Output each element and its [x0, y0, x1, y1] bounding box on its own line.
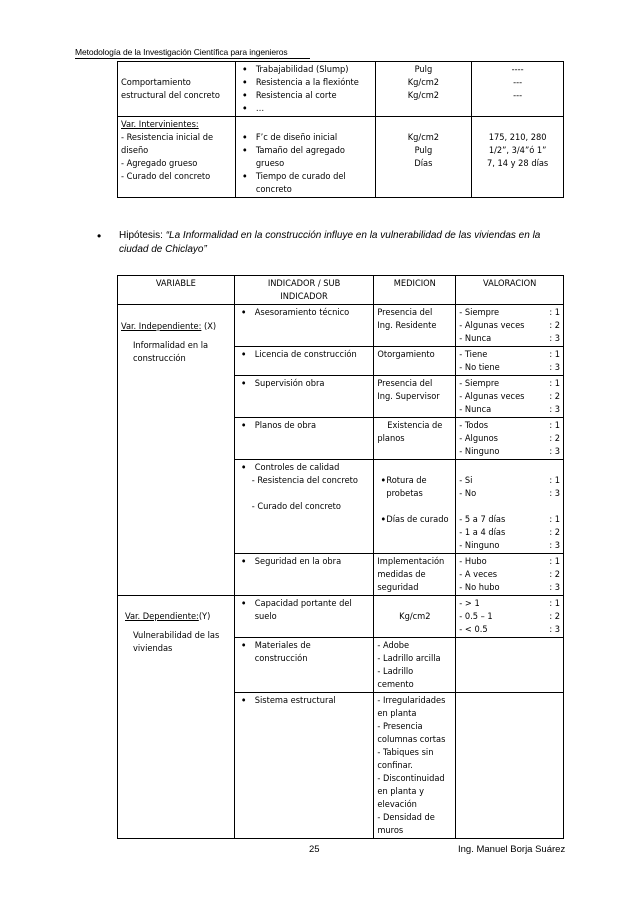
- valoracion-value: - 5 a 7 días: [459, 514, 506, 525]
- variables-table-2: [117, 275, 564, 839]
- medicion-cell: Kg/cm2 Pulg Días: [375, 117, 472, 198]
- list-item: • Asesoramiento técnico: [238, 306, 371, 319]
- valoracion-value: - No tiene: [459, 362, 500, 373]
- valoracion-value: : 1: [549, 307, 560, 318]
- valoracion-value: - 0.5 – 1: [459, 611, 493, 622]
- valoracion-value: - < 0.5: [459, 624, 488, 635]
- valoracion-value: : 2: [549, 569, 560, 580]
- valoracion-value: : 3: [549, 582, 560, 593]
- valoracion-value: - Algunas veces: [459, 391, 525, 402]
- table-row: Var. Dependiente:(Y) Vulnerabilidad de las viviendas • Capacidad portante del suelo Kg/cm2 - > 1 : 1 - 0.5 – 1 : 2 - < 0.5 : 3: [118, 596, 564, 638]
- list-item: • Materiales de: [238, 639, 371, 652]
- table-row: • Planos de obra Existencia de planos - Todos : 1 - Algunos : 2 - Ninguno : 3: [118, 418, 564, 460]
- page-number: 25: [309, 844, 320, 855]
- valoracion-cell: 175, 210, 280 1/2”, 3/4”ó 1” 7, 14 y 28 días: [472, 117, 564, 198]
- list-item: • Tiempo de curado del concreto: [239, 170, 372, 196]
- medicion-cell: Pulg Kg/cm2 Kg/cm2: [375, 62, 472, 117]
- hypothesis-paragraph: • Hipótesis: “La Informalidad en la construcción influye en la vulnerabilidad de las viviendas en la ciudad de Chiclayo”: [97, 229, 541, 255]
- valoracion-value: : 2: [549, 320, 560, 331]
- table-row: • Controles de calidad - Resistencia del concreto - Curado del concreto • Rotura de probetas • Días de curado - Si : 1 - No : 3 - 5 a 7 días : 1 - 1 a 4 días : 2 - Ninguno : 3: [118, 460, 564, 554]
- valoracion-value: - Ninguno: [459, 540, 500, 551]
- variable-cell: Comportamiento estructural del concreto: [118, 62, 236, 117]
- list-item: • Supervisión obra: [238, 377, 371, 390]
- valoracion-value: - Algunos: [459, 433, 498, 444]
- valoracion-value: : 1: [549, 420, 560, 431]
- dependent-variable-cell: Var. Dependiente:(Y) Vulnerabilidad de las viviendas: [118, 596, 235, 839]
- valoracion-value: : 2: [549, 391, 560, 402]
- list-item: • Rotura de: [377, 474, 452, 487]
- valoracion-value: : 1: [549, 475, 560, 486]
- independent-variable-cell: Var. Independiente: (X) Informalidad en la construcción: [118, 305, 235, 596]
- list-item: • Tamaño del agregado grueso: [239, 144, 372, 170]
- indicator-cell: [235, 117, 375, 198]
- bullet-icon: •: [97, 229, 102, 243]
- table-row: [118, 117, 564, 198]
- list-item: • Capacidad portante del: [238, 597, 371, 610]
- valoracion-value: : 1: [549, 378, 560, 389]
- indicator-cell: [235, 62, 375, 117]
- valoracion-value: : 3: [549, 362, 560, 373]
- list-item: • Planos de obra: [238, 419, 371, 432]
- list-item: • Seguridad en la obra: [238, 555, 371, 568]
- list-item: • Días de curado: [377, 513, 452, 526]
- valoracion-value: : 3: [549, 446, 560, 457]
- list-item: • Sistema estructural: [238, 694, 371, 707]
- table-header-row: VARIABLE INDICADOR / SUB INDICADOR MEDICION VALORACION: [118, 276, 564, 305]
- valoracion-value: : 3: [549, 488, 560, 499]
- valoracion-value: : 1: [549, 598, 560, 609]
- valoracion-value: - Nunca: [459, 404, 492, 415]
- valoracion-value: : 2: [549, 611, 560, 622]
- valoracion-value: - Todos: [459, 420, 489, 431]
- variables-table-1: [117, 61, 564, 198]
- valoracion-value: : 3: [549, 540, 560, 551]
- valoracion-value: - Tiene: [459, 349, 488, 360]
- page-header: Metodología de la Investigación Científica para ingenieros: [75, 47, 310, 59]
- list-item: • Licencia de construcción: [238, 348, 371, 361]
- valoracion-value: : 1: [549, 514, 560, 525]
- valoracion-value: - Nunca: [459, 333, 492, 344]
- valoracion-value: : 2: [549, 433, 560, 444]
- valoracion-value: : 1: [549, 556, 560, 567]
- valoracion-value: - No: [459, 488, 477, 499]
- table-row: • Seguridad en la obra Implementación medidas de seguridad - Hubo : 1 - A veces : 2 - No hubo : 3: [118, 554, 564, 596]
- valoracion-value: : 3: [549, 404, 560, 415]
- table-row: • Materiales de construcción - Adobe - Ladrillo arcilla - Ladrillo cemento: [118, 638, 564, 693]
- variable-cell: Var. Intervinientes: - Resistencia inicial de diseño - Agregado grueso - Curado del concreto: [118, 117, 236, 198]
- valoracion-value: - Algunas veces: [459, 320, 525, 331]
- valoracion-value: - No hubo: [459, 582, 500, 593]
- list-item: • Resistencia al corte: [239, 89, 372, 102]
- table-row: • Supervisión obra Presencia del Ing. Supervisor - Siempre : 1 - Algunas veces : 2 - Nunca : 3: [118, 376, 564, 418]
- valoracion-value: : 2: [549, 527, 560, 538]
- valoracion-cell: ---- --- ---: [472, 62, 564, 117]
- valoracion-value: - Ninguno: [459, 446, 500, 457]
- valoracion-value: - 1 a 4 días: [459, 527, 506, 538]
- list-item: • Trabajabilidad (Slump): [239, 63, 372, 76]
- valoracion-value: : 3: [549, 624, 560, 635]
- valoracion-value: - Siempre: [459, 378, 500, 389]
- valoracion-value: - Hubo: [459, 556, 487, 567]
- list-item: • Resistencia a la flexiónte: [239, 76, 372, 89]
- valoracion-value: - Siempre: [459, 307, 500, 318]
- table-row: • Sistema estructural - Irregularidades en planta - Presencia columnas cortas - Tabiques sin confinar. - Discontinuidad en planta y elevación - Densidad de muros: [118, 693, 564, 839]
- table-row: • Licencia de construcción Otorgamiento - Tiene : 1 - No tiene : 3: [118, 347, 564, 376]
- list-item: • …: [239, 102, 372, 115]
- table-row: [118, 62, 564, 117]
- table-row: Var. Independiente: (X) Informalidad en la construcción • Asesoramiento técnico Presencia del Ing. Residente - Siempre : 1 - Algunas veces : 2 - Nunca : 3: [118, 305, 564, 347]
- valoracion-value: : 3: [549, 333, 560, 344]
- list-item: • Controles de calidad: [238, 461, 371, 474]
- valoracion-value: - A veces: [459, 569, 498, 580]
- author-name: Ing. Manuel Borja Suárez: [458, 844, 566, 855]
- valoracion-value: - Si: [459, 475, 473, 486]
- list-item: • F’c de diseño inicial: [239, 131, 372, 144]
- valoracion-value: : 1: [549, 349, 560, 360]
- valoracion-value: - > 1: [459, 598, 480, 609]
